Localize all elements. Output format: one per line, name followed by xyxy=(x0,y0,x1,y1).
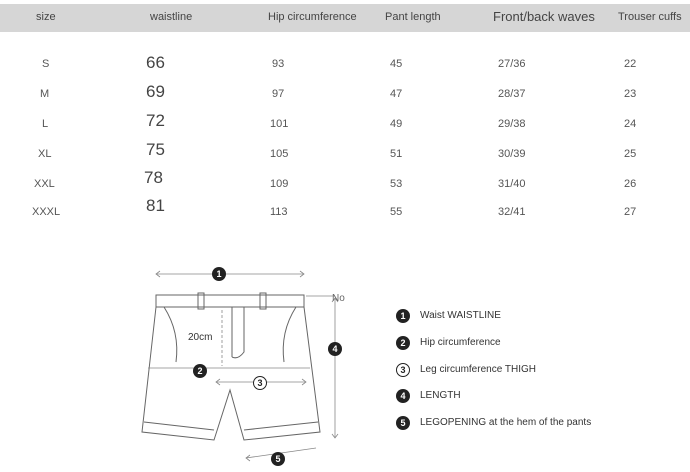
cell-waist: 75 xyxy=(146,140,165,159)
legend-marker-4: 4 xyxy=(396,389,410,403)
cell-size: XXXL xyxy=(32,206,61,218)
cell-cuffs: 27 xyxy=(624,206,637,218)
cell-cuffs: 22 xyxy=(624,58,637,70)
legend-text: Hip circumference xyxy=(420,337,501,348)
cell-hip: 101 xyxy=(270,118,289,130)
legend-text: LEGOPENING at the hem of the pants xyxy=(420,417,592,428)
header-waistline: waistline xyxy=(150,11,193,23)
cell-size: L xyxy=(42,118,49,130)
legend-marker-1: 1 xyxy=(396,309,410,323)
cell-size: XL xyxy=(38,148,52,160)
shorts-outline xyxy=(120,262,360,472)
header-waves: Front/back waves xyxy=(493,9,595,24)
marker-3-thigh: 3 xyxy=(253,376,267,390)
cell-waves: 31/40 xyxy=(498,178,526,190)
marker-1-waist: 1 xyxy=(212,267,226,281)
legend-marker-3: 3 xyxy=(396,363,410,377)
header-hip: Hip circumference xyxy=(268,11,357,23)
marker-5-leg-opening: 5 xyxy=(271,452,285,466)
cell-waist: 66 xyxy=(146,53,165,72)
cell-cuffs: 23 xyxy=(624,88,637,100)
cell-hip: 93 xyxy=(272,58,285,70)
cell-waist: 72 xyxy=(146,111,165,130)
shorts-diagram xyxy=(120,262,360,472)
cell-waist: 81 xyxy=(146,196,165,215)
cell-cuffs: 24 xyxy=(624,118,637,130)
cell-length: 53 xyxy=(390,178,403,190)
marker-4-length: 4 xyxy=(328,342,342,356)
cell-cuffs: 26 xyxy=(624,178,637,190)
cell-waves: 28/37 xyxy=(498,88,526,100)
cell-length: 47 xyxy=(390,88,403,100)
cell-length: 45 xyxy=(390,58,403,70)
cell-waist: 69 xyxy=(146,82,165,101)
cell-hip: 109 xyxy=(270,178,289,190)
cell-hip: 113 xyxy=(270,206,288,218)
cell-waist: 78 xyxy=(144,168,163,187)
legend-text: Waist WAISTLINE xyxy=(420,310,501,321)
header-pant-length: Pant length xyxy=(385,11,441,23)
cell-hip: 97 xyxy=(272,88,285,100)
rise-label: 20cm xyxy=(188,332,213,343)
legend-marker-2: 2 xyxy=(396,336,410,350)
cell-hip: 105 xyxy=(270,148,289,160)
legend-text: LENGTH xyxy=(420,390,461,401)
cell-cuffs: 25 xyxy=(624,148,637,160)
cell-size: M xyxy=(40,88,50,100)
cell-waves: 29/38 xyxy=(498,118,526,130)
cell-waves: 27/36 xyxy=(498,58,526,70)
cell-size: XXL xyxy=(34,178,55,190)
legend-marker-5: 5 xyxy=(396,416,410,430)
cell-length: 51 xyxy=(390,148,403,160)
cell-length: 55 xyxy=(390,206,403,218)
size-table-header xyxy=(0,4,690,32)
legend-text: Leg circumference THIGH xyxy=(420,364,536,375)
cell-waves: 30/39 xyxy=(498,148,526,160)
header-size: size xyxy=(36,11,56,23)
cell-waves: 32/41 xyxy=(498,206,526,218)
header-cuffs: Trouser cuffs xyxy=(618,11,682,23)
marker-2-hip: 2 xyxy=(193,364,207,378)
cell-size: S xyxy=(42,58,50,70)
no-label: No xyxy=(332,293,345,304)
cell-length: 49 xyxy=(390,118,403,130)
